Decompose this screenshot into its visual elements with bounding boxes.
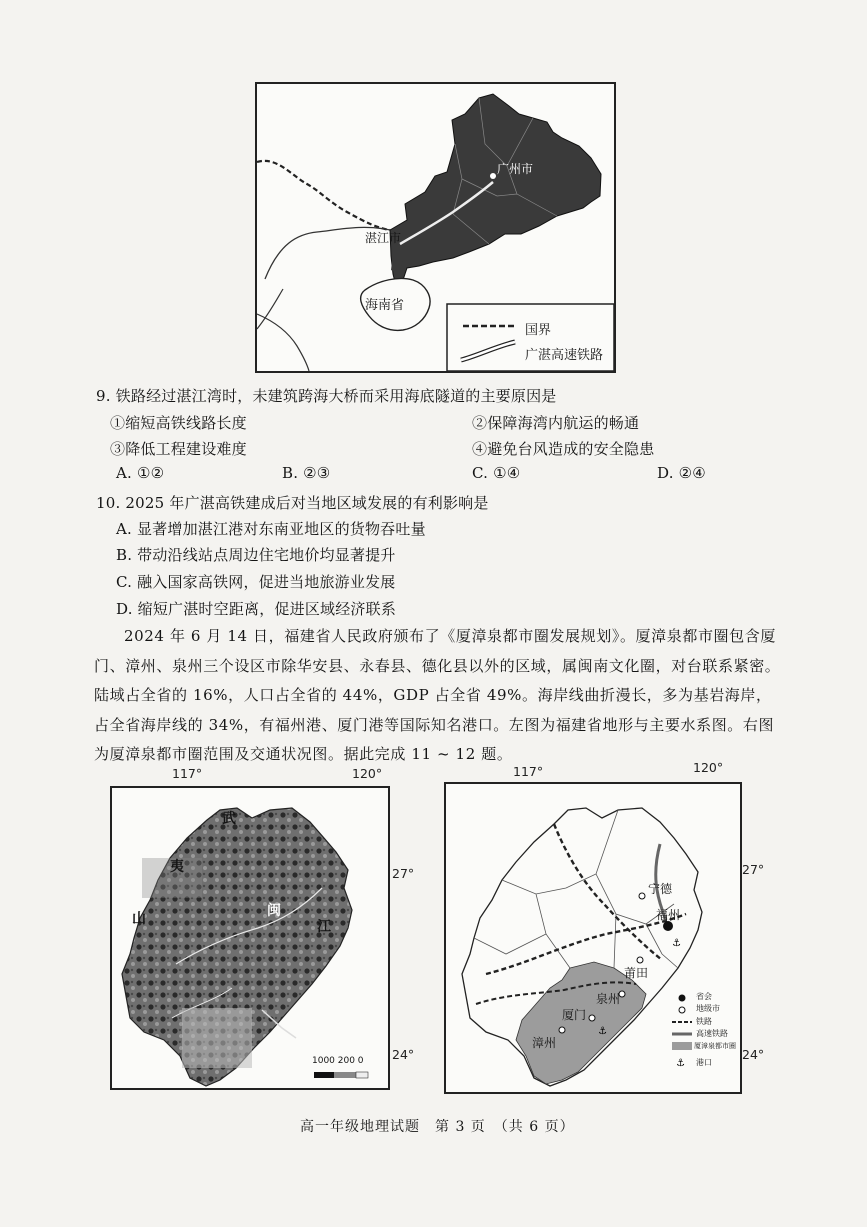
city-label-zhangzhou: 漳州 [532, 1036, 557, 1050]
port-icon-xiamen: ⚓ [598, 1026, 607, 1037]
guangzhou-dot [490, 173, 496, 179]
hainan-label: 海南省 [365, 298, 405, 313]
legend-label-capital: 省会 [696, 992, 712, 1001]
passage: 2024 年 6 月 14 日，福建省人民政府颁布了《厦漳泉都市圈发展规划》。厦漳泉都市圈包含厦门、漳州、泉州三个设区市除华安县、永春县、德化县以外的区域，属闽南文化圈，对台联系紧密。陆域占全省的 16%，人口占全省的 44%，GDP 占全省 49%。海岸线曲折漫长，多为基岩海岸，占全省海岸线的 34%，有福州港、厦门港等国际知名港口。左图为福建省地形与主要水系图。右图为厦漳泉都市圈范围及交通状况图。据此完成 11 ~ 12 题。 [94, 627, 781, 763]
page-footer: 高一年级地理试题 第 3 页 （共 6 页） [300, 1119, 575, 1135]
city-label-putian: 莆田 [624, 966, 649, 980]
legend-label-city: 地级市 [696, 1004, 720, 1013]
q9-item-1: ①缩短高铁线路长度 [110, 414, 247, 432]
q9-item-2: ②保障海湾内航运的畅通 [472, 414, 640, 432]
legend-capital-icon [679, 995, 686, 1002]
legend-label-hsr: 高速铁路 [696, 1029, 728, 1038]
port-icon-fuzhou: ⚓ [672, 938, 681, 949]
terrain-label-jiang: 江 [317, 919, 331, 935]
left-map-lat-24: 24° [392, 1047, 415, 1062]
legend-region-swatch [672, 1042, 692, 1050]
q9-option-c: C. ①④ [472, 464, 521, 482]
left-map-lat-27: 27° [392, 866, 415, 881]
guangdong-map-drawing [257, 84, 614, 371]
zhangzhou-marker [559, 1027, 565, 1033]
city-label-xiamen: 厦门 [562, 1008, 587, 1022]
q10-option-c: C. 融入国家高铁网，促进当地旅游业发展 [116, 573, 396, 591]
right-map-lat-24: 24° [742, 1047, 765, 1062]
legend-label-port: 港口 [696, 1058, 712, 1067]
guangdong-province-shape [390, 94, 601, 290]
city-label-quanzhou: 泉州 [596, 992, 621, 1006]
terrain-map-drawing [112, 788, 388, 1088]
terrain-label-shan: 山 [132, 911, 146, 927]
right-map-lon-117: 117° [513, 764, 544, 779]
putian-marker [637, 957, 643, 963]
xiamen-zhangzhou-quanzhou-map [444, 782, 742, 1094]
q9-item-4: ④避免台风造成的安全隐患 [472, 440, 655, 458]
terrain-label-min: 闽 [267, 903, 281, 919]
legend-border-label: 国界 [525, 323, 552, 338]
national-border-line [257, 161, 390, 230]
right-map-lat-27: 27° [742, 862, 765, 877]
guangzhou-label: 广州市 [497, 162, 534, 176]
left-map-lon-120: 120° [352, 766, 383, 781]
q10-option-a: A. 显著增加湛江港对东南亚地区的货物吞吐量 [116, 520, 426, 538]
q10-option-d: D. 缩短广湛时空距离，促进区域经济联系 [116, 600, 397, 618]
legend-city-icon [679, 1007, 685, 1013]
right-map-lon-120: 120° [693, 760, 724, 775]
zhanjiang-label: 湛江市 [365, 231, 402, 245]
q9-option-d: D. ②④ [657, 464, 706, 482]
q10-stem: 10. 2025 年广湛高铁建成后对当地区域发展的有利影响是 [96, 494, 489, 512]
xiamen-marker [589, 1015, 595, 1021]
legend-port-icon: ⚓ [676, 1058, 685, 1069]
q9-option-b: B. ②③ [282, 464, 331, 482]
legend-label-rail: 铁路 [696, 1017, 712, 1026]
legend-label-region: 厦漳泉都市圈 [694, 1042, 736, 1050]
guangdong-map [255, 82, 616, 373]
legend-railway-label: 广湛高速铁路 [525, 348, 604, 363]
ningde-marker [639, 893, 645, 899]
q9-item-3: ③降低工程建设难度 [110, 440, 247, 458]
terrain-label-yi: 夷 [170, 859, 184, 875]
city-label-ningde: 宁德 [648, 882, 673, 896]
terrain-label-wu: 武 [222, 811, 236, 827]
left-map-lon-117: 117° [172, 766, 203, 781]
terrain-scale-label: 1000 200 0 [312, 1056, 364, 1066]
q9-stem: 9. 铁路经过湛江湾时，未建筑跨海大桥而采用海底隧道的主要原因是 [96, 387, 557, 405]
q9-option-a: A. ①② [116, 464, 165, 482]
scale-dark [314, 1072, 334, 1078]
city-label-fuzhou: 福州 [656, 908, 681, 922]
q10-option-b: B. 带动沿线站点周边住宅地价均显著提升 [116, 546, 396, 564]
fujian-terrain-map [110, 786, 390, 1090]
